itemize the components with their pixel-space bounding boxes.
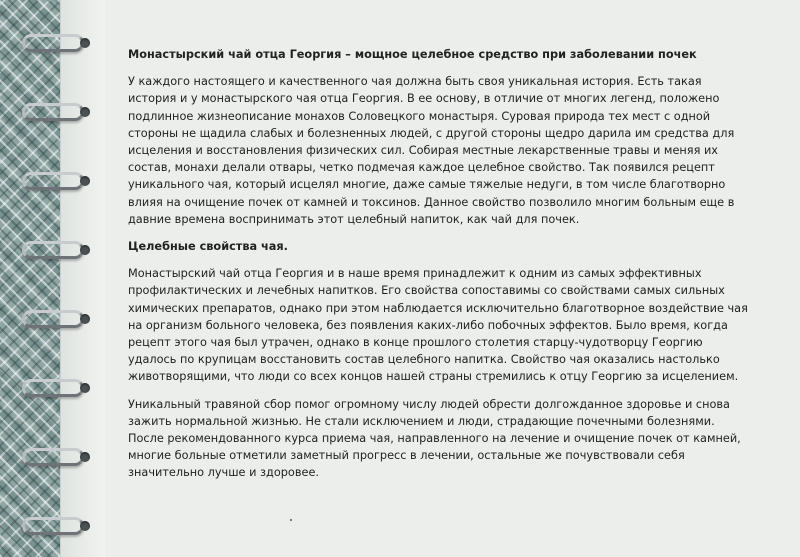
page-margin	[60, 0, 105, 557]
document-body	[128, 46, 748, 492]
document-title: Монастырский чай отца Георгия – мощное целебное средство при заболевании почек	[128, 48, 697, 61]
spiral-ring	[22, 448, 90, 466]
spiral-ring	[22, 34, 90, 52]
paragraph-results: Уникальный травяной сбор помог огромному числу людей обрести долгожданное здоровье и снова зажить нормальной жизнью. Не стали исключением и люди, страдающие почечными болезнями. После рекомендованного курса приема чая, направленного на лечение и очищение почек от камней, многие больные отметили заметный прогресс в лечении, остальные же почувствовали себя значительно лучше и здоровее.	[128, 397, 741, 480]
stray-dot	[290, 519, 292, 521]
spiral-ring	[22, 379, 90, 397]
plaid-binding-border	[0, 0, 60, 557]
spiral-ring	[22, 172, 90, 190]
paragraph-properties: Монастырский чай отца Георгия и в наше время принадлежит к одним из самых эффективных профилактических и лечебных напитков. Его свойства сопоставимы со свойствами самых сильных химических препаратов, однако при этом наблюдается исключительно благотворное воздействие чая на организм больного человека, без появления каких-либо побочных эффектов. Было время, когда рецепт этого чая был утрачен, однако в конце прошлого столетия старцу-чудотворцу Георгию удалось по крупицам восстановить состав целебного напитка. Свойство чая оказались настолько животворящими, что люди со всех концов нашей страны стремились к отцу Георгию за исцелением.	[128, 267, 748, 384]
paragraph-history: У каждого настоящего и качественного чая должна быть своя уникальная история. Есть такая история и у монастырского чая отца Георгия. В ее основу, в отличие от многих легенд, положено подлинное жизнеописание монахов Соловецкого монастыря. Суровая природа тех мест с одной стороны не щадила слабых и болезненных людей, с другой стороны щедро дарила им средства для исцеления и восстановления физических сил. Собирая местные лекарственные травы и меняя их состав, монахи делали отвары, четко подмечая каждое целебное свойство. Так появился рецепт уникального чая, который исцелял многие, даже самые тяжелые недуги, в том числе благотворно влияя на очищение почек от камней и токсинов. Данное свойство позволило многим больным еще в давние времена воспринимать этот целебный напиток, как чай для почек.	[128, 75, 735, 226]
spiral-ring	[22, 241, 90, 259]
spiral-ring	[22, 517, 90, 535]
spiral-ring	[22, 310, 90, 328]
spiral-ring	[22, 103, 90, 121]
section-heading: Целебные свойства чая.	[128, 240, 288, 254]
